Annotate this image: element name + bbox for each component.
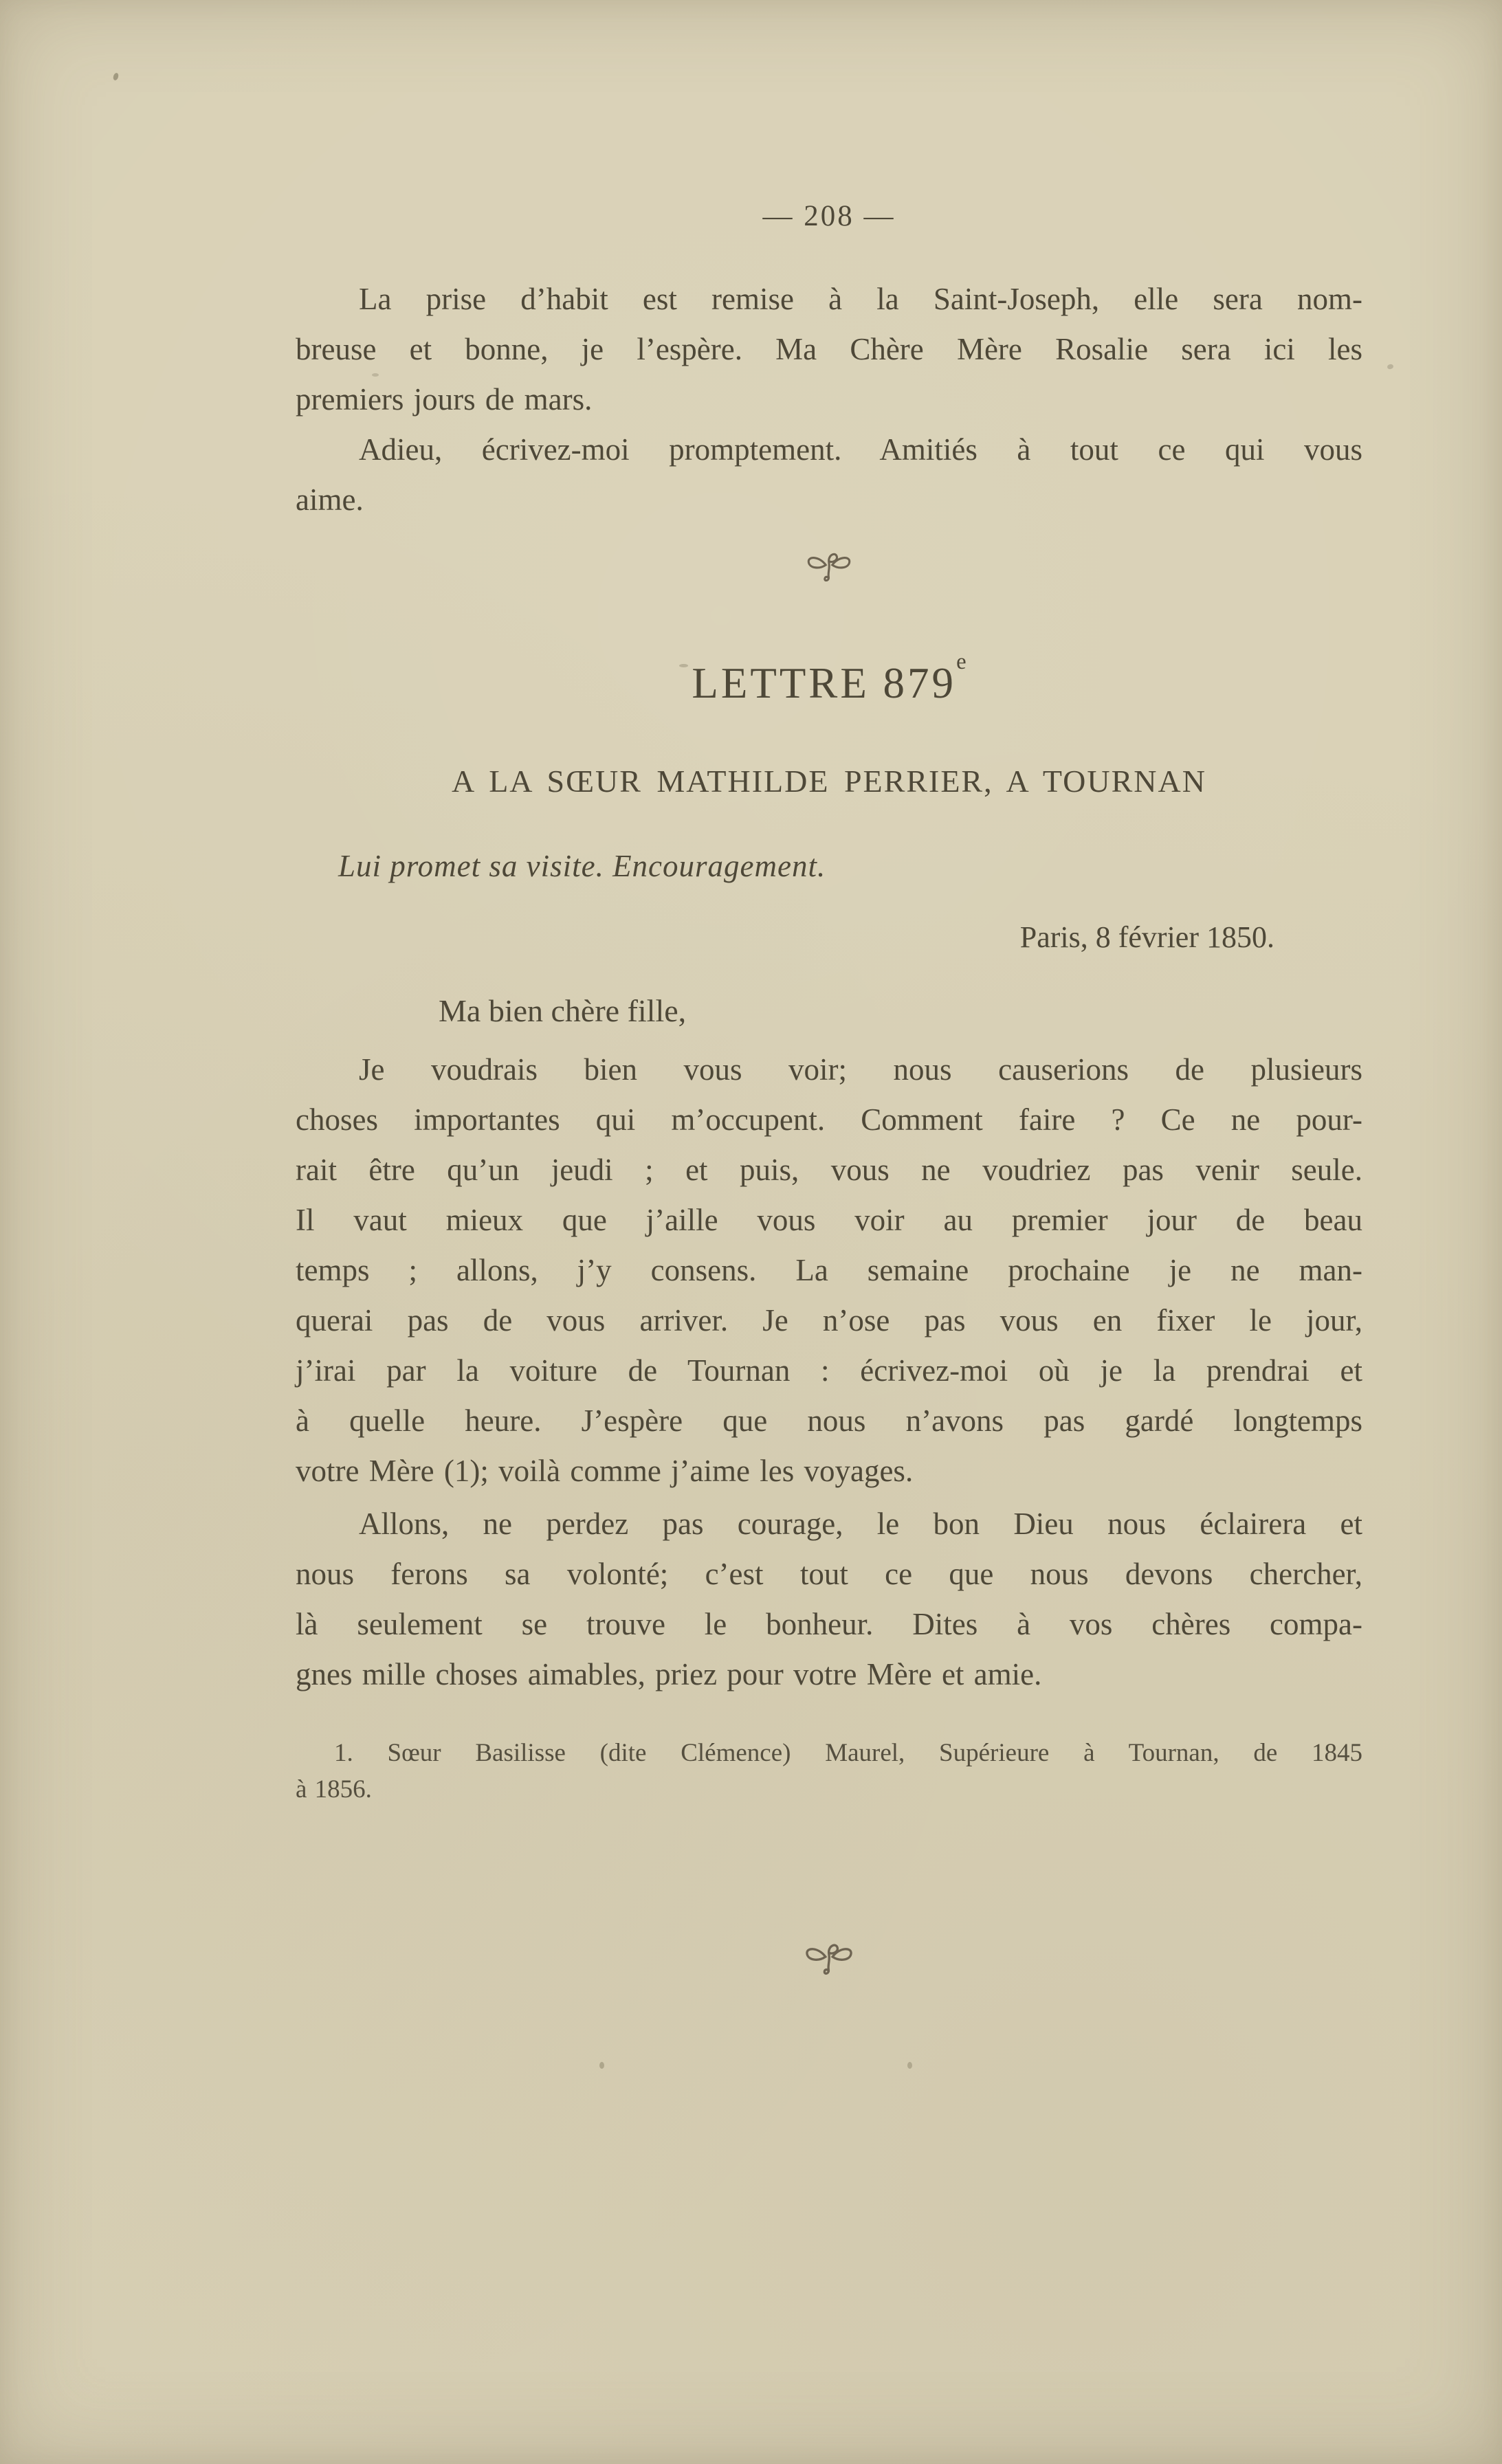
fleuron-ornament-top: [296, 548, 1362, 581]
text-line: là seulement se trouve le bonheur. Dites à vos chères compa-: [296, 1607, 1362, 1641]
letter-salutation: Ma bien chère fille,: [439, 993, 687, 1028]
text-line: Je voudrais bien vous voir; nous causerions de plusieurs: [359, 1052, 1362, 1087]
text-line: Il vaut mieux que j’aille vous voir au premier jour de beau: [296, 1203, 1362, 1237]
page-number: — 208 —: [762, 200, 896, 232]
letter-body-paragraph-2: [296, 1499, 1362, 1700]
footnote: [296, 1735, 1362, 1808]
scan-speck: [1387, 364, 1394, 370]
text-line: Allons, ne perdez pas courage, le bon Dieu nous éclairera et: [359, 1507, 1362, 1541]
text-block: [296, 0, 1362, 2464]
scan-speck: [112, 72, 119, 81]
text-line: j’irai par la voiture de Tournan : écrivez-moi où je la prendrai et: [296, 1353, 1362, 1388]
text-line: aime.: [296, 482, 364, 517]
text-line: premiers jours de mars.: [296, 382, 593, 417]
text-line: gnes mille choses aimables, priez pour votre Mère et amie.: [296, 1657, 1042, 1691]
text-line: 1. Sœur Basilisse (dite Clémence) Maurel, Supérieure à Tournan, de 1845: [334, 1739, 1362, 1767]
fleuron-icon: [803, 548, 855, 581]
letter-heading-ordinal: e: [956, 649, 967, 674]
opening-paragraph: [296, 274, 1362, 525]
text-line: votre Mère (1); voilà comme j’aime les voyages.: [296, 1454, 914, 1488]
letter-heading-label: LETTRE 879: [692, 659, 957, 707]
fleuron-icon: [801, 1938, 857, 1975]
text-line: breuse et bonne, je l’espère. Ma Chère Mère Rosalie sera ici les: [296, 332, 1362, 366]
letter-body-paragraph-1: [296, 1045, 1362, 1496]
letter-heading: [296, 649, 1362, 709]
text-line: temps ; allons, j’y consens. La semaine prochaine je ne man-: [296, 1253, 1362, 1287]
text-line: Adieu, écrivez-moi promptement. Amitiés à tout ce qui vous: [359, 432, 1362, 467]
text-line: à quelle heure. J’espère que nous n’avons pas gardé longtemps: [296, 1403, 1362, 1438]
fleuron-ornament-bottom: [296, 1938, 1362, 1975]
letter-dateline: Paris, 8 février 1850.: [1019, 920, 1274, 954]
text-line: choses importantes qui m’occupent. Comment faire ? Ce ne pour-: [296, 1102, 1362, 1137]
letter-summary: Lui promet sa visite. Encouragement.: [338, 849, 826, 883]
text-line: querai pas de vous arriver. Je n’ose pas vous en fixer le jour,: [296, 1303, 1362, 1338]
text-line: La prise d’habit est remise à la Saint-Joseph, elle sera nom-: [359, 282, 1362, 316]
letter-recipient: A LA SŒUR MATHILDE PERRIER, A TOURNAN: [452, 764, 1206, 799]
text-line: nous ferons sa volonté; c’est tout ce que nous devons chercher,: [296, 1557, 1362, 1591]
text-line: rait être qu’un jeudi ; et puis, vous ne voudriez pas venir seule.: [296, 1153, 1362, 1187]
text-line: à 1856.: [296, 1775, 372, 1803]
